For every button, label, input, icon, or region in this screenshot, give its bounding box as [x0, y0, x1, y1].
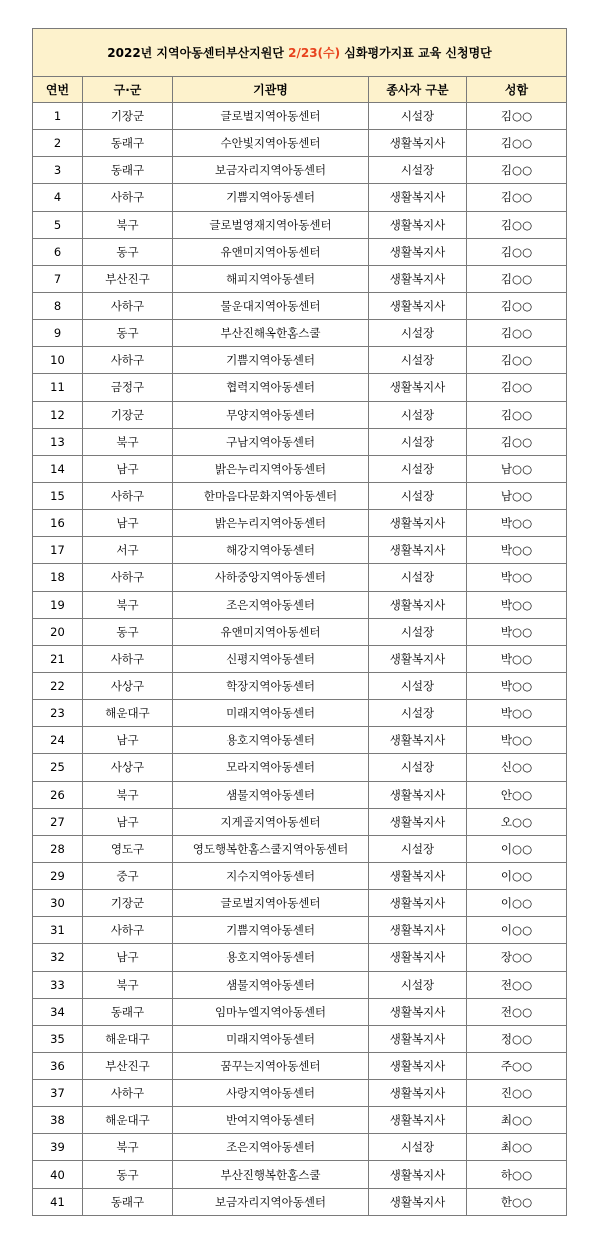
cell-number: 40: [33, 1161, 83, 1188]
cell-institution: 한마음다문화지역아동센터: [173, 482, 369, 509]
cell-name: 이○○: [467, 835, 567, 862]
table-row: [33, 1080, 567, 1107]
table-row: [33, 971, 567, 998]
cell-institution: 기쁨지역아동센터: [173, 917, 369, 944]
cell-institution: 샘물지역아동센터: [173, 781, 369, 808]
cell-institution: 임마누엘지역아동센터: [173, 998, 369, 1025]
cell-district: 사상구: [83, 672, 173, 699]
cell-staff-type: 시설장: [369, 672, 467, 699]
cell-district: 북구: [83, 781, 173, 808]
cell-staff-type: 생활복지사: [369, 1080, 467, 1107]
table-row: [33, 130, 567, 157]
cell-number: 23: [33, 700, 83, 727]
cell-institution: 글로벌영재지역아동센터: [173, 211, 369, 238]
cell-number: 14: [33, 455, 83, 482]
cell-institution: 글로벌지역아동센터: [173, 103, 369, 130]
cell-staff-type: 시설장: [369, 320, 467, 347]
table-row: [33, 727, 567, 754]
table-row: [33, 238, 567, 265]
cell-name: 최○○: [467, 1134, 567, 1161]
table-row: [33, 401, 567, 428]
cell-staff-type: 생활복지사: [369, 211, 467, 238]
cell-district: 사하구: [83, 645, 173, 672]
cell-institution: 영도행복한홈스쿨지역아동센터: [173, 835, 369, 862]
cell-number: 30: [33, 890, 83, 917]
cell-name: 남○○: [467, 482, 567, 509]
cell-name: 김○○: [467, 265, 567, 292]
cell-name: 김○○: [467, 211, 567, 238]
cell-staff-type: 생활복지사: [369, 781, 467, 808]
cell-staff-type: 시설장: [369, 428, 467, 455]
cell-staff-type: 시설장: [369, 347, 467, 374]
cell-staff-type: 생활복지사: [369, 645, 467, 672]
cell-name: 박○○: [467, 510, 567, 537]
cell-district: 기장군: [83, 401, 173, 428]
cell-staff-type: 시설장: [369, 618, 467, 645]
table-row: [33, 1134, 567, 1161]
cell-district: 해운대구: [83, 700, 173, 727]
cell-number: 17: [33, 537, 83, 564]
cell-name: 김○○: [467, 320, 567, 347]
col-header-staff-type: 종사자 구분: [369, 77, 467, 103]
cell-institution: 구남지역아동센터: [173, 428, 369, 455]
cell-institution: 미래지역아동센터: [173, 1025, 369, 1052]
table-row: [33, 1188, 567, 1215]
cell-staff-type: 생활복지사: [369, 727, 467, 754]
cell-district: 동래구: [83, 157, 173, 184]
cell-district: 동구: [83, 1161, 173, 1188]
col-header-institution: 기관명: [173, 77, 369, 103]
cell-institution: 학장지역아동센터: [173, 672, 369, 699]
cell-institution: 보금자리지역아동센터: [173, 1188, 369, 1215]
cell-name: 박○○: [467, 591, 567, 618]
cell-name: 최○○: [467, 1107, 567, 1134]
cell-staff-type: 시설장: [369, 971, 467, 998]
cell-number: 13: [33, 428, 83, 455]
cell-institution: 유앤미지역아동센터: [173, 618, 369, 645]
cell-institution: 물운대지역아동센터: [173, 292, 369, 319]
cell-district: 사하구: [83, 564, 173, 591]
cell-number: 8: [33, 292, 83, 319]
cell-name: 신○○: [467, 754, 567, 781]
cell-district: 기장군: [83, 890, 173, 917]
cell-name: 한○○: [467, 1188, 567, 1215]
table-row: [33, 781, 567, 808]
title-row: [33, 29, 567, 77]
col-header-name: 성함: [467, 77, 567, 103]
cell-staff-type: 생활복지사: [369, 510, 467, 537]
cell-institution: 샘물지역아동센터: [173, 971, 369, 998]
cell-number: 3: [33, 157, 83, 184]
cell-institution: 사랑지역아동센터: [173, 1080, 369, 1107]
cell-number: 28: [33, 835, 83, 862]
cell-institution: 해피지역아동센터: [173, 265, 369, 292]
cell-staff-type: 생활복지사: [369, 1188, 467, 1215]
cell-staff-type: 생활복지사: [369, 130, 467, 157]
cell-number: 19: [33, 591, 83, 618]
cell-institution: 해강지역아동센터: [173, 537, 369, 564]
table-row: [33, 645, 567, 672]
table-row: [33, 347, 567, 374]
cell-number: 29: [33, 862, 83, 889]
table-row: [33, 1161, 567, 1188]
title-date: 2/23(수): [288, 46, 341, 60]
title-suffix: 심화평가지표 교육 신청명단: [340, 46, 492, 60]
table-row: [33, 1107, 567, 1134]
cell-name: 박○○: [467, 645, 567, 672]
cell-number: 5: [33, 211, 83, 238]
cell-staff-type: 시설장: [369, 564, 467, 591]
cell-name: 진○○: [467, 1080, 567, 1107]
table-row: [33, 455, 567, 482]
cell-staff-type: 시설장: [369, 157, 467, 184]
table-row: [33, 700, 567, 727]
cell-district: 사하구: [83, 184, 173, 211]
cell-number: 31: [33, 917, 83, 944]
cell-staff-type: 생활복지사: [369, 292, 467, 319]
table-row: [33, 618, 567, 645]
cell-district: 북구: [83, 971, 173, 998]
col-header-number: 연번: [33, 77, 83, 103]
cell-number: 7: [33, 265, 83, 292]
cell-name: 안○○: [467, 781, 567, 808]
cell-number: 6: [33, 238, 83, 265]
cell-institution: 기쁨지역아동센터: [173, 184, 369, 211]
cell-number: 34: [33, 998, 83, 1025]
table-row: [33, 103, 567, 130]
cell-name: 박○○: [467, 672, 567, 699]
cell-number: 10: [33, 347, 83, 374]
cell-name: 전○○: [467, 971, 567, 998]
cell-number: 15: [33, 482, 83, 509]
cell-district: 남구: [83, 944, 173, 971]
cell-district: 동래구: [83, 1188, 173, 1215]
cell-staff-type: 생활복지사: [369, 184, 467, 211]
cell-staff-type: 시설장: [369, 835, 467, 862]
cell-staff-type: 생활복지사: [369, 1052, 467, 1079]
cell-name: 장○○: [467, 944, 567, 971]
cell-institution: 지수지역아동센터: [173, 862, 369, 889]
table-row: [33, 944, 567, 971]
cell-institution: 꿈꾸는지역아동센터: [173, 1052, 369, 1079]
title-prefix: 2022년 지역아동센터부산지원단: [107, 46, 289, 60]
cell-district: 해운대구: [83, 1025, 173, 1052]
table-body: [33, 103, 567, 1216]
cell-name: 오○○: [467, 808, 567, 835]
cell-institution: 반여지역아동센터: [173, 1107, 369, 1134]
cell-staff-type: 시설장: [369, 700, 467, 727]
table-row: [33, 537, 567, 564]
cell-district: 부산진구: [83, 265, 173, 292]
cell-name: 김○○: [467, 130, 567, 157]
cell-name: 남○○: [467, 455, 567, 482]
cell-staff-type: 생활복지사: [369, 1161, 467, 1188]
cell-staff-type: 생활복지사: [369, 265, 467, 292]
cell-number: 21: [33, 645, 83, 672]
cell-institution: 모라지역아동센터: [173, 754, 369, 781]
cell-staff-type: 시설장: [369, 754, 467, 781]
cell-district: 사하구: [83, 1080, 173, 1107]
cell-district: 북구: [83, 1134, 173, 1161]
table-row: [33, 835, 567, 862]
table-row: [33, 428, 567, 455]
cell-name: 이○○: [467, 917, 567, 944]
cell-district: 동래구: [83, 998, 173, 1025]
cell-institution: 유앤미지역아동센터: [173, 238, 369, 265]
cell-staff-type: 생활복지사: [369, 890, 467, 917]
cell-institution: 지게골지역아동센터: [173, 808, 369, 835]
col-header-district: 구·군: [83, 77, 173, 103]
cell-institution: 용호지역아동센터: [173, 944, 369, 971]
cell-number: 4: [33, 184, 83, 211]
table-row: [33, 917, 567, 944]
cell-district: 서구: [83, 537, 173, 564]
cell-name: 박○○: [467, 700, 567, 727]
cell-institution: 밝은누리지역아동센터: [173, 455, 369, 482]
cell-district: 북구: [83, 211, 173, 238]
cell-name: 박○○: [467, 537, 567, 564]
cell-district: 기장군: [83, 103, 173, 130]
cell-name: 박○○: [467, 618, 567, 645]
cell-district: 남구: [83, 727, 173, 754]
cell-staff-type: 생활복지사: [369, 374, 467, 401]
cell-staff-type: 시설장: [369, 103, 467, 130]
cell-staff-type: 생활복지사: [369, 591, 467, 618]
cell-district: 중구: [83, 862, 173, 889]
cell-district: 사하구: [83, 347, 173, 374]
table-row: [33, 157, 567, 184]
cell-staff-type: 생활복지사: [369, 808, 467, 835]
cell-staff-type: 시설장: [369, 401, 467, 428]
cell-district: 사하구: [83, 482, 173, 509]
cell-district: 동구: [83, 320, 173, 347]
cell-number: 25: [33, 754, 83, 781]
cell-institution: 협력지역아동센터: [173, 374, 369, 401]
cell-institution: 용호지역아동센터: [173, 727, 369, 754]
cell-institution: 무양지역아동센터: [173, 401, 369, 428]
table-row: [33, 211, 567, 238]
cell-name: 김○○: [467, 184, 567, 211]
cell-institution: 신평지역아동센터: [173, 645, 369, 672]
cell-district: 남구: [83, 510, 173, 537]
cell-district: 금정구: [83, 374, 173, 401]
cell-name: 이○○: [467, 862, 567, 889]
cell-staff-type: 생활복지사: [369, 537, 467, 564]
cell-name: 김○○: [467, 103, 567, 130]
table-row: [33, 1025, 567, 1052]
cell-staff-type: 생활복지사: [369, 917, 467, 944]
cell-district: 동구: [83, 238, 173, 265]
cell-institution: 부산진해옥한홈스쿨: [173, 320, 369, 347]
cell-number: 2: [33, 130, 83, 157]
cell-number: 9: [33, 320, 83, 347]
cell-number: 11: [33, 374, 83, 401]
cell-name: 김○○: [467, 157, 567, 184]
cell-number: 22: [33, 672, 83, 699]
table-row: [33, 672, 567, 699]
table-row: [33, 591, 567, 618]
table-row: [33, 1052, 567, 1079]
cell-district: 사상구: [83, 754, 173, 781]
cell-number: 35: [33, 1025, 83, 1052]
cell-number: 26: [33, 781, 83, 808]
cell-name: 김○○: [467, 374, 567, 401]
cell-staff-type: 시설장: [369, 455, 467, 482]
cell-district: 해운대구: [83, 1107, 173, 1134]
cell-name: 이○○: [467, 890, 567, 917]
cell-number: 39: [33, 1134, 83, 1161]
cell-number: 18: [33, 564, 83, 591]
cell-name: 김○○: [467, 292, 567, 319]
cell-institution: 기쁨지역아동센터: [173, 347, 369, 374]
table-row: [33, 320, 567, 347]
table-row: [33, 184, 567, 211]
cell-name: 김○○: [467, 401, 567, 428]
cell-name: 전○○: [467, 998, 567, 1025]
roster-table: [32, 28, 567, 1216]
table-row: [33, 292, 567, 319]
cell-staff-type: 생활복지사: [369, 1025, 467, 1052]
cell-number: 41: [33, 1188, 83, 1215]
table-row: [33, 998, 567, 1025]
cell-district: 남구: [83, 455, 173, 482]
table-row: [33, 482, 567, 509]
cell-number: 27: [33, 808, 83, 835]
table-row: [33, 374, 567, 401]
cell-number: 12: [33, 401, 83, 428]
cell-number: 33: [33, 971, 83, 998]
cell-district: 북구: [83, 591, 173, 618]
cell-number: 36: [33, 1052, 83, 1079]
roster-sheet: [32, 28, 566, 1216]
table-row: [33, 754, 567, 781]
cell-staff-type: 생활복지사: [369, 862, 467, 889]
cell-district: 동구: [83, 618, 173, 645]
cell-name: 하○○: [467, 1161, 567, 1188]
cell-name: 김○○: [467, 238, 567, 265]
cell-institution: 글로벌지역아동센터: [173, 890, 369, 917]
cell-name: 김○○: [467, 347, 567, 374]
cell-number: 24: [33, 727, 83, 754]
cell-staff-type: 생활복지사: [369, 998, 467, 1025]
cell-number: 1: [33, 103, 83, 130]
table-row: [33, 510, 567, 537]
cell-name: 김○○: [467, 428, 567, 455]
cell-institution: 조은지역아동센터: [173, 591, 369, 618]
cell-number: 37: [33, 1080, 83, 1107]
cell-name: 박○○: [467, 727, 567, 754]
cell-name: 주○○: [467, 1052, 567, 1079]
cell-district: 사하구: [83, 917, 173, 944]
cell-name: 박○○: [467, 564, 567, 591]
column-header-row: [33, 77, 567, 103]
cell-staff-type: 생활복지사: [369, 944, 467, 971]
cell-institution: 사하중앙지역아동센터: [173, 564, 369, 591]
table-row: [33, 564, 567, 591]
cell-institution: 밝은누리지역아동센터: [173, 510, 369, 537]
cell-institution: 수안빛지역아동센터: [173, 130, 369, 157]
cell-staff-type: 생활복지사: [369, 238, 467, 265]
table-row: [33, 808, 567, 835]
cell-district: 남구: [83, 808, 173, 835]
cell-staff-type: 시설장: [369, 482, 467, 509]
cell-staff-type: 생활복지사: [369, 1107, 467, 1134]
cell-number: 32: [33, 944, 83, 971]
document-title: [33, 29, 567, 77]
table-row: [33, 862, 567, 889]
cell-name: 정○○: [467, 1025, 567, 1052]
cell-number: 16: [33, 510, 83, 537]
cell-district: 북구: [83, 428, 173, 455]
table-row: [33, 890, 567, 917]
cell-staff-type: 시설장: [369, 1134, 467, 1161]
cell-district: 동래구: [83, 130, 173, 157]
cell-institution: 보금자리지역아동센터: [173, 157, 369, 184]
cell-district: 사하구: [83, 292, 173, 319]
cell-institution: 부산진행복한홈스쿨: [173, 1161, 369, 1188]
cell-district: 부산진구: [83, 1052, 173, 1079]
cell-institution: 조은지역아동센터: [173, 1134, 369, 1161]
cell-district: 영도구: [83, 835, 173, 862]
table-row: [33, 265, 567, 292]
cell-number: 20: [33, 618, 83, 645]
cell-institution: 미래지역아동센터: [173, 700, 369, 727]
cell-number: 38: [33, 1107, 83, 1134]
